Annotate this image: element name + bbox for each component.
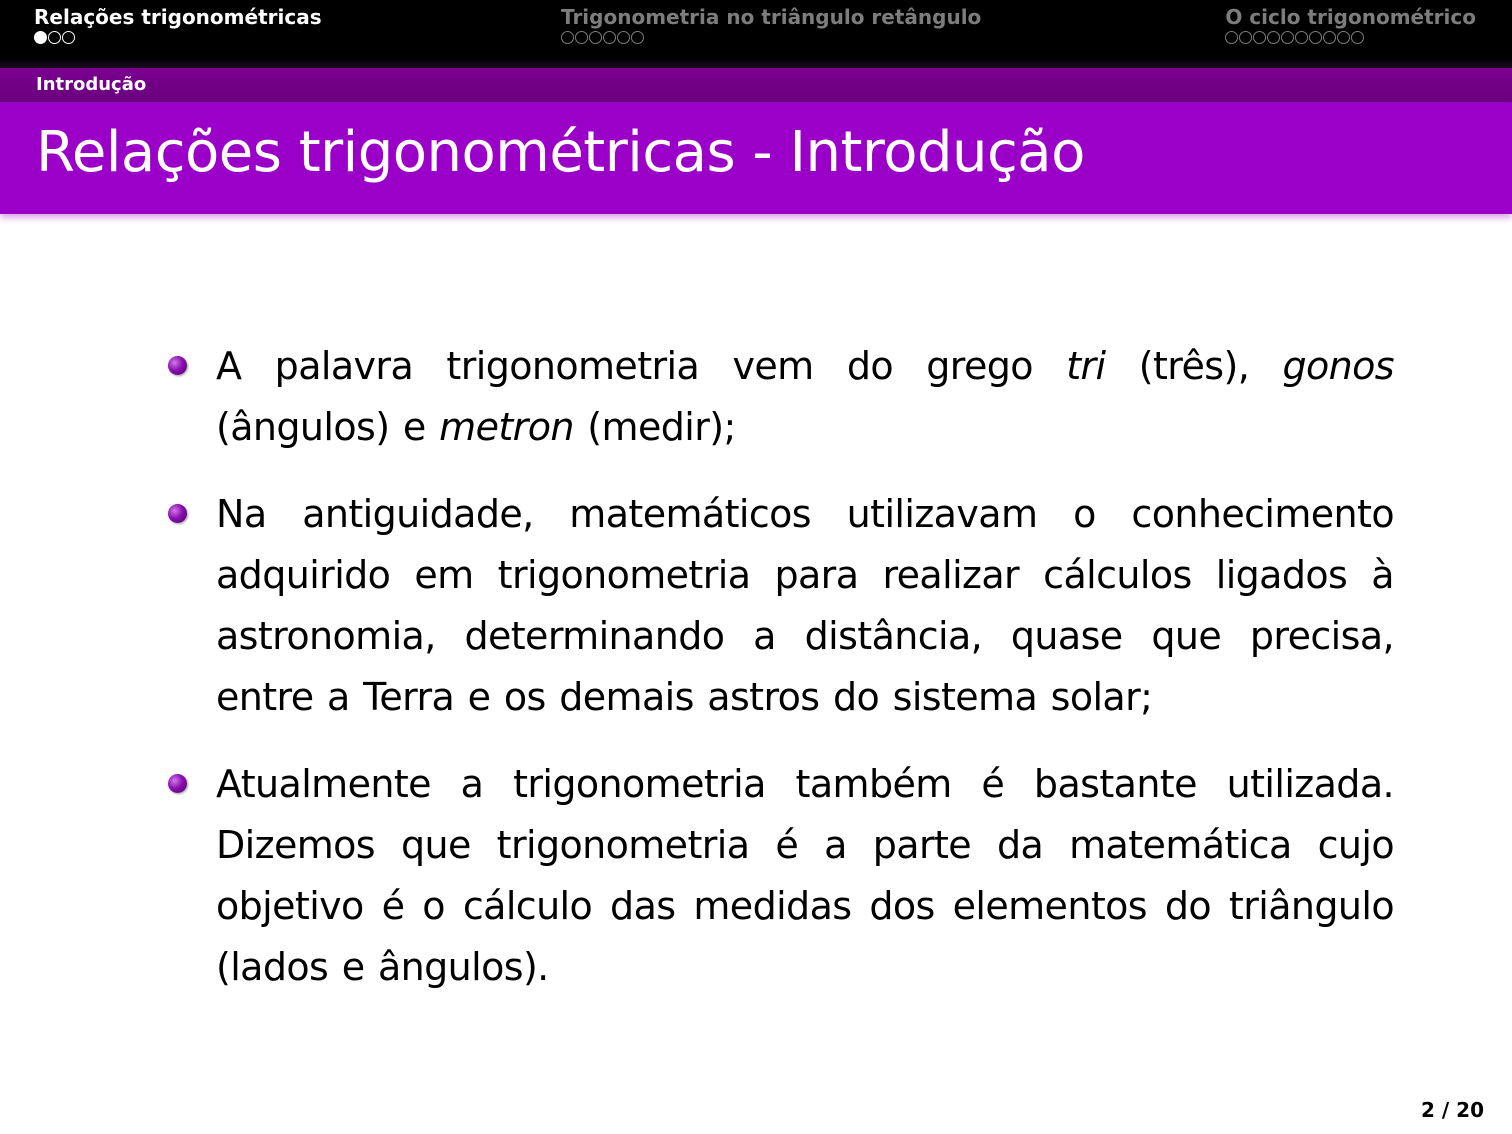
bullet-icon xyxy=(168,356,187,375)
nav-section-title[interactable]: Trigonometria no triângulo retângulo xyxy=(561,5,982,29)
navigation-bar xyxy=(0,0,1512,68)
slide-content xyxy=(168,336,1394,1024)
nav-dot[interactable] xyxy=(1309,31,1322,44)
nav-dot[interactable] xyxy=(631,31,644,44)
nav-dot[interactable] xyxy=(1253,31,1266,44)
nav-dot[interactable] xyxy=(1281,31,1294,44)
nav-section-ciclo-trigonometrico[interactable] xyxy=(1225,5,1476,44)
nav-section-title[interactable]: Relações trigonométricas xyxy=(34,5,322,29)
nav-dot[interactable] xyxy=(1337,31,1350,44)
nav-dot[interactable] xyxy=(561,31,574,44)
nav-dot-current[interactable] xyxy=(34,31,47,44)
nav-dot[interactable] xyxy=(1351,31,1364,44)
bullet-item xyxy=(168,336,1394,458)
nav-dot[interactable] xyxy=(1225,31,1238,44)
nav-dot[interactable] xyxy=(1267,31,1280,44)
nav-section-triangulo-retangulo[interactable] xyxy=(561,5,981,44)
nav-dots xyxy=(1225,30,1476,44)
bullet-text: A palavra trigonometria vem do grego tri (três), gonos (ângulos) e metron (medir); xyxy=(216,344,1394,449)
bullet-item xyxy=(168,484,1394,728)
title-bar xyxy=(0,102,1512,214)
nav-dot[interactable] xyxy=(575,31,588,44)
subsection-title[interactable]: Introdução xyxy=(36,74,147,95)
nav-section-relacoes[interactable] xyxy=(34,5,322,44)
nav-dots xyxy=(561,30,981,44)
bullet-item xyxy=(168,754,1394,998)
subsection-bar xyxy=(0,68,1512,102)
nav-dots xyxy=(34,30,322,44)
bullet-text: Atualmente a trigonometria também é bastante utilizada. Dizemos que trigonometria é a parte da matemática cujo objetivo é o cálculo das medidas dos elementos do triângulo (lados e ângulos). xyxy=(216,762,1394,989)
nav-dot[interactable] xyxy=(1295,31,1308,44)
nav-dot[interactable] xyxy=(1323,31,1336,44)
nav-section-title[interactable]: O ciclo trigonométrico xyxy=(1225,5,1476,29)
page-number: 2 / 20 xyxy=(1421,1098,1484,1122)
nav-dot[interactable] xyxy=(1239,31,1252,44)
bullet-icon xyxy=(168,774,187,793)
bullet-icon xyxy=(168,504,187,523)
nav-dot[interactable] xyxy=(48,31,61,44)
nav-dot[interactable] xyxy=(617,31,630,44)
nav-dot[interactable] xyxy=(603,31,616,44)
bullet-text: Na antiguidade, matemáticos utilizavam o conhecimento adquirido em trigonometria para realizar cálculos ligados à astronomia, determinando a distância, quase que precisa, entre a Terra e os demais astros do sistema solar; xyxy=(216,492,1394,719)
nav-dot[interactable] xyxy=(589,31,602,44)
nav-dot[interactable] xyxy=(62,31,75,44)
slide-title: Relações trigonométricas - Introdução xyxy=(36,120,1085,185)
